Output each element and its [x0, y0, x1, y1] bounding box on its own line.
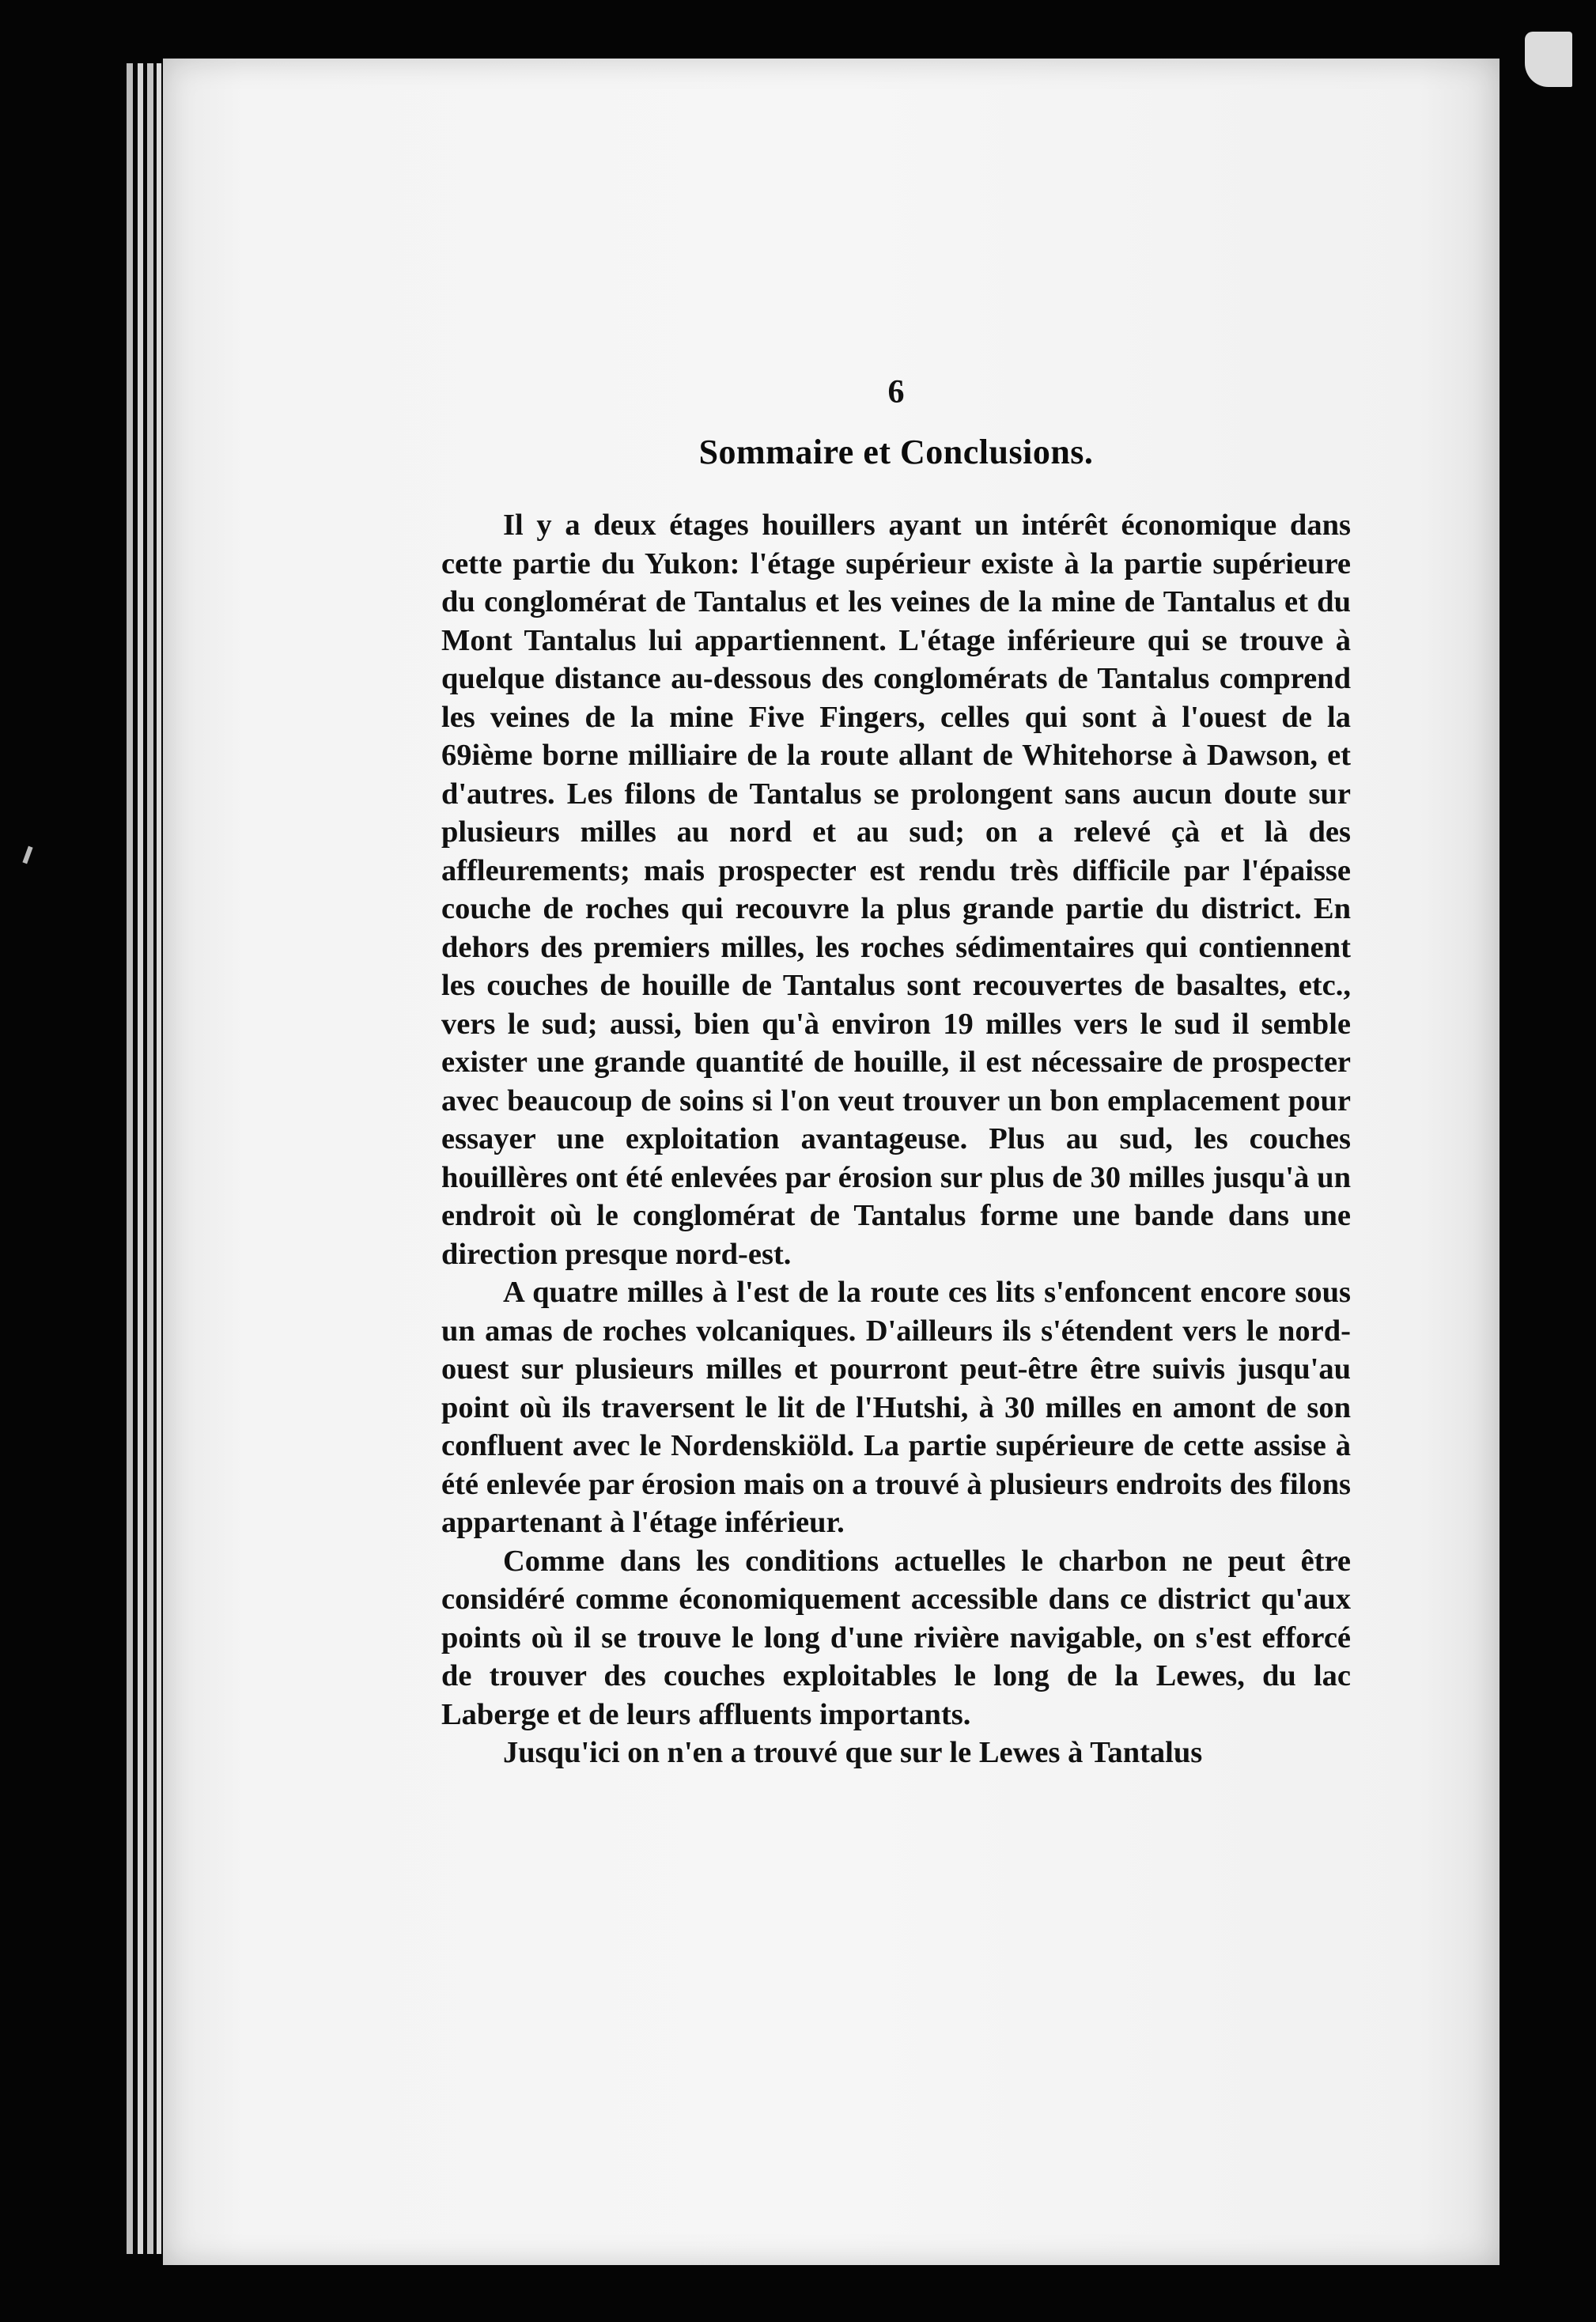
body-text: [441, 506, 1351, 1772]
paragraph-3: Comme dans les conditions actuelles le charbon ne peut être considéré comme économiquement accessible dans ce district qu'aux points où il se trouve le long d'une rivière navigable, on s'est efforcé de trouver des couches exploitables le long de la Lewes, du lac Laberge et de leurs affluents importants.: [441, 1544, 1351, 1731]
paragraph-2: A quatre milles à l'est de la route ces lits s'enfoncent encore sous un amas de roches volcaniques. D'ailleurs ils s'étendent vers le nord-ouest sur plusieurs milles et pourront peut-être être suivis jusqu'au point où ils traversent le lit de l'Hutshi, à 30 milles en amont de son confluent avec le Nordenskiöld. La partie supérieure de cette assise à été enlevée par érosion mais on a trouvé à plusieurs endroits des filons appartenant à l'étage inférieur.: [441, 1276, 1351, 1539]
book-edge-strip: [127, 63, 133, 2254]
page-corner: [1525, 32, 1572, 87]
book-edge-strip: [138, 63, 143, 2254]
page-number: 6: [887, 374, 905, 410]
document-page: [163, 59, 1500, 2265]
book-edge-strip: [157, 63, 161, 2254]
book-edge-strip: [147, 63, 153, 2254]
paragraph-4: Jusqu'ici on n'en a trouvé que sur le Lewes à Tantalus: [503, 1736, 1203, 1769]
paragraph-1: Il y a deux étages houillers ayant un intérêt économique dans cette partie du Yukon: l'étage supérieur existe à la partie supérieure du conglomérat de Tantalus et les veines de la mine de Tantalus et du Mont Tantalus lui appartiennent. L'étage inférieure qui se trouve à quelque distance au-dessous des conglomérats de Tantalus comprend les veines de la mine Five Fingers, celles qui sont à l'ouest de la 69ième borne milliaire de la route allant de Whitehorse à Dawson, et d'autres. Les filons de Tantalus se prolongent sans aucun doute sur plusieurs milles au nord et au sud; on a relevé çà et là des affleurements; mais prospecter est rendu très difficile par l'épaisse couche de roches qui recouvre la plus grande partie du district. En dehors des premiers milles, les roches sédimentaires qui contiennent les couches de houille de Tantalus sont recouvertes de basaltes, etc., vers le sud; aussi, bien qu'à environ 19 milles vers le sud il semble exister une grande quantité de houille, il est nécessaire de prospecter avec beaucoup de soins si l'on veut trouver un bon emplacement pour essayer une exploitation avantageuse. Plus au sud, les couches houillères ont été enlevées par érosion sur plus de 30 milles jusqu'à un endroit où le conglomérat de Tantalus forme une bande dans une direction presque nord-est.: [441, 509, 1351, 1271]
section-title: Sommaire et Conclusions.: [698, 433, 1094, 471]
